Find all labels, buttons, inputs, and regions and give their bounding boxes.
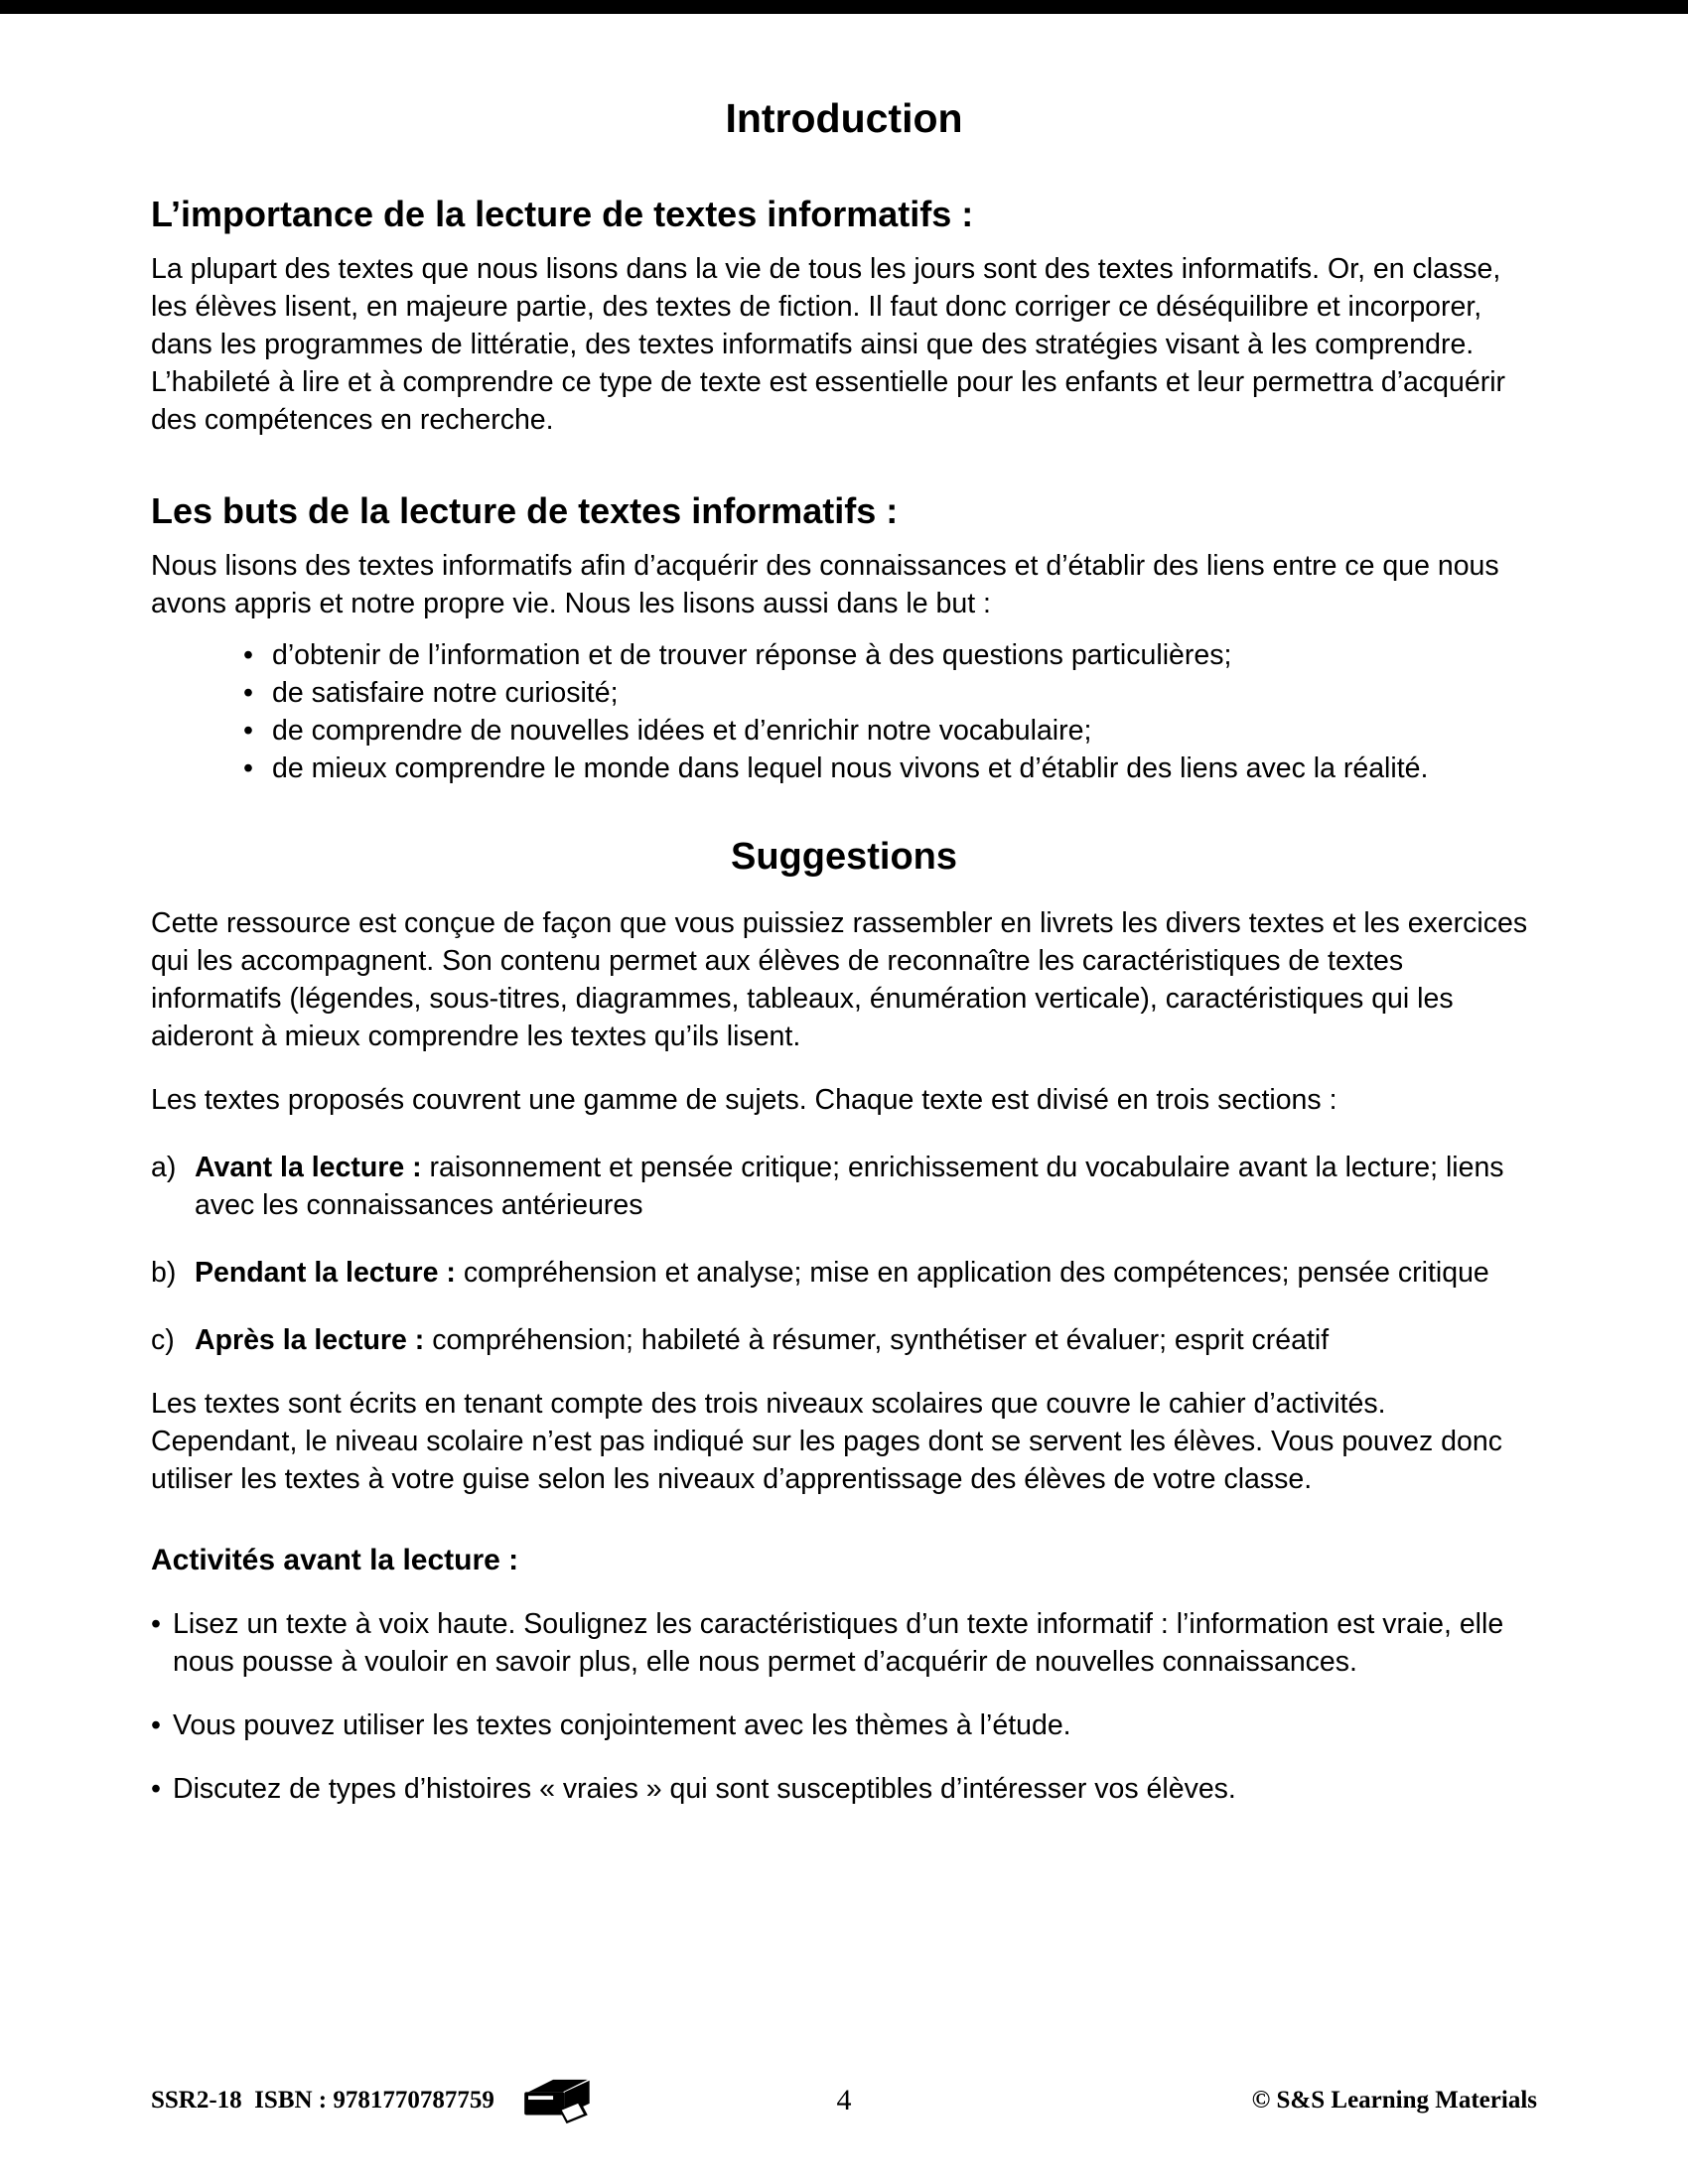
activities-bullet-list [151,1605,1537,1808]
item-body [195,1149,1537,1224]
suggestions-paragraph-1: Cette ressource est conçue de façon que vous puissiez rassembler en livrets les divers textes et les exercices qui les accompagnent. Son contenu permet aux élèves de reconnaître les caractéristiques de textes informatifs (légendes, sous-titres, diagrammes, tableaux, énumération verticale), caractéristiques qui les aideront à mieux comprendre les textes qu’ils lisent. [151,907,1528,1052]
list-item [243,712,1537,750]
list-item [243,636,1537,674]
list-item-text: Discutez de types d’histoires « vraies » qui sont susceptibles d’intéresser vos élèves. [173,1773,1236,1805]
bullet-marker: • [151,1709,161,1741]
bullet-marker: • [243,639,253,671]
item-letter: b) [151,1257,177,1289]
item-text: compréhension; habileté à résumer, synthétiser et évaluer; esprit créatif [432,1324,1330,1356]
suggestions-heading: Suggestions [730,836,958,878]
suggestions-paragraph-2: Les textes proposés couvrent une gamme de sujets. Chaque texte est divisé en trois sections : [151,1084,1337,1116]
list-item [151,1706,1537,1744]
item-body [195,1254,1537,1292]
item-text: compréhension et analyse; mise en application des compétences; pensée critique [463,1257,1489,1289]
importance-paragraph: La plupart des textes que nous lisons dans la vie de tous les jours sont des textes informatifs. Or, en classe, les élèves lisent, en majeure partie, des textes de fiction. Il faut donc corriger ce déséquilibre et incorporer, dans les programmes de littératie, des textes informatifs ainsi que des stratégies visant à les comprendre. L’habileté à lire et à comprendre ce type de texte est essentielle pour les enfants et leur permettra d’acquérir des compétences en recherche. [151,253,1506,436]
list-item [151,1770,1537,1808]
section-item-b [151,1254,1537,1292]
list-item-text: de comprendre de nouvelles idées et d’enrichir notre vocabulaire; [272,715,1092,747]
importance-heading: L’importance de la lecture de textes informatifs : [151,194,974,234]
activities-heading: Activités avant la lecture : [151,1544,519,1576]
bullet-marker: • [243,715,253,747]
item-letter: c) [151,1324,175,1356]
item-label: Avant la lecture : [195,1152,422,1183]
list-item-text: Lisez un texte à voix haute. Soulignez les caractéristiques d’un texte informatif : l’information est vraie, elle nous pousse à vouloir en savoir plus, elle nous permet d’acquérir de nouvelles connaissances. [173,1608,1504,1678]
section-item-a [151,1149,1537,1224]
section-item-c [151,1321,1537,1359]
item-body [195,1321,1537,1359]
list-item-text: d’obtenir de l’information et de trouver réponse à des questions particulières; [272,639,1232,671]
page-number: 4 [836,2083,852,2116]
list-item-text: de satisfaire notre curiosité; [272,677,619,709]
buts-paragraph: Nous lisons des textes informatifs afin d’acquérir des connaissances et d’établir des liens entre ce que nous avons appris et notre propre vie. Nous les lisons aussi dans le but : [151,550,1499,619]
list-item [151,1605,1537,1681]
buts-heading: Les buts de la lecture de textes informatifs : [151,490,899,531]
list-item-text: de mieux comprendre le monde dans lequel nous vivons et d’établir des liens avec la réalité. [272,752,1429,784]
bullet-marker: • [243,677,253,709]
list-item [243,674,1537,712]
item-letter: a) [151,1152,177,1183]
bullet-marker: • [151,1608,161,1640]
page-footer [151,2071,1537,2129]
bullet-marker: • [243,752,253,784]
item-label: Pendant la lecture : [195,1257,456,1289]
list-item-text: Vous pouvez utiliser les textes conjointement avec les thèmes à l’étude. [173,1709,1071,1741]
isbn-code: SSR2-18 ISBN : 9781770787759 [151,2086,494,2114]
levels-paragraph: Les textes sont écrits en tenant compte des trois niveaux scolaires que couvre le cahier d’activités. Cependant, le niveau scolaire n’est pas indiqué sur les pages dont se servent les élèves. Vous pouvez donc utiliser les textes à votre guise selon les niveaux d’apprentissage des élèves de votre classe. [151,1388,1502,1495]
page-title: Introduction [725,95,963,141]
buts-bullet-list [243,636,1537,787]
list-item [243,750,1537,787]
item-text: raisonnement et pensée critique; enrichissement du vocabulaire avant la lecture; liens avec les connaissances antérieures [195,1152,1504,1221]
page-top-border [0,0,1688,14]
bullet-marker: • [151,1773,161,1805]
item-label: Après la lecture : [195,1324,425,1356]
copyright-text: © S&S Learning Materials [1251,2086,1537,2114]
